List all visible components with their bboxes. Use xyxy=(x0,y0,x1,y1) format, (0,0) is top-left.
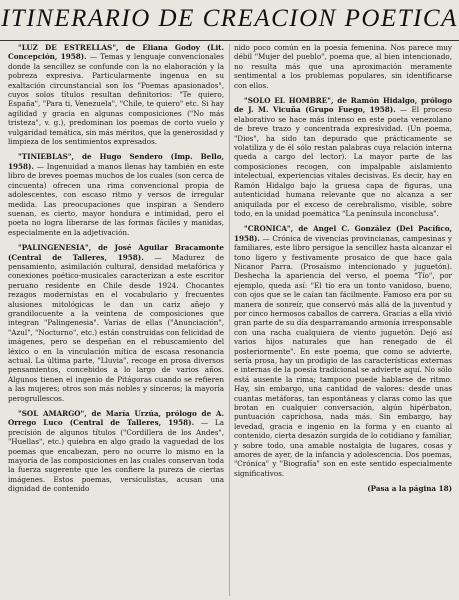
review-body: — Crónica de vivencias provincianas, campesinas y familiares, este libro persigue la sencillez hasta alcanzar el tono ligero y festivamente prosaico de que hace gala Nicanor Parra. (Prosaísmo intencionado y juguetón). Deshecha la apariencia del verso, el poema "Tío", por ejemplo, queda así: "El tío era un tonto vanidoso, bueno, con ojos que se le caían tan fácilmente. Famoso era por su manera de sonreír, que conservó más allá de la juventud y por cinco hermosos caballos de carrera. Gracias a ella vivió gran parte de su día desparramando armonía irresponsable con una racha cualquiera de viento juguetón. Dejó así varios hijos naturales que han renegado de él posteriormente". En este poema, que como se advierte, sería prosa, hay un prodigio de las características externas e internas de la poesía tradicional se advierte aquí. No sólo está ausente la rima; tampoco puede hablarse de ritmo. Hay, sin embargo, una cantidad de valores: desde unas cuantas metáforas, tan espontáneas y claras como las que brotan en cualquier conversación, algún hipérbaton, puntuación caprichosa, nada más. Sin embargo, hay levedad, gracia e ingenio en la forma y en cuanto al contenido, cierta desazón surgida de lo cotidiano y familiar, y sobre todo, una amable nostalgia de lugares, cosas y amores de ayer, de la infancia y adolescencia. Dos poemas, "Crónica" y "Biografía" son en este sentido especialmente significativos. xyxy=(234,233,452,478)
review-body: — Madurez de pensamiento, asimilación cultural, densidad metafórica y conexiones poético-musicales caracterizan a este escritor peruano residente en Chile desde 1924. Chocantes rezagos modernistas en el vocabulario y frecuentes alusiones mitológicas le dan un cariz añejo y grandilocuente a la veintena de composiciones que integran "Palingenesia". Varias de ellas ("Anunciación", "Azul", "Nocturno", etc.) están construidas con felicidad de imágenes, pero se despeñan en el rebuscamiento del léxico o en la vinculación mítica de escasa resonancia actual. La última parte, "Lluvia", recoge en prosa diversos pensamientos, concebidos a lo largo de varios años. Algunos tienen el ingenio de Pitágoras cuando se refieren a las mujeres; otros son más nobles y sinceros; la mayoría perogrullescos. xyxy=(8,252,224,403)
continuation-note: (Pasa a la página 18) xyxy=(367,484,452,494)
left-column xyxy=(8,43,224,595)
right-column xyxy=(234,43,452,595)
review-sol-amargo-continued xyxy=(234,43,452,90)
review-heading: "CRONICA", de Angel C. González (Del Pacífico, 1958). xyxy=(234,224,452,243)
title-rule xyxy=(0,40,459,41)
review-body: — Temas y lenguaje convencionales donde la sencillez se confunde con la no elaboración y la pobreza expresiva. Particularmente ingenua en su exaltación circunstancial son los "Poemas apasionados", cuyos solos títulos resultan definitorios: "Te quiero, España", "Para ti, Venezuela", "Chile, te quiero" etc. Si hay agilidad y gracia en algunas composiciones ("No más tristeza", v. g.), predominan los poemas de corto vuelo y vulgaridad temática, sin más méritos, que la generosidad y limpieza de los sentimientos expresados. xyxy=(8,52,224,147)
review-body: — La precisión de algunos títulos ("Cordillera de los Andes", "Huellas", etc.) quiebra en algo grado la vaguedad de los poemas que encabezan, pero no ocurre lo mismo en la mayoría de las composiciones en las cuales conservan toda la fuerza sugerente que les confiere la pureza de ciertas imágenes. Estos poemas, versiculistas, acusan una dignidad de contenido xyxy=(8,418,224,494)
review-body: nido poco común en la poesía femenina. Nos parece muy débil "Mujer del pueblo", poema que, al bien intencionado, no resulta más que una aproximación meramente sentimental a los problemas populares, sin identificarse con ellos. xyxy=(234,43,452,90)
review-cronica xyxy=(234,224,452,478)
page-title: ITINERARIO DE CREACION POETICA xyxy=(1,5,458,32)
review-heading: "PALINGENESIA", de José Aguilar Bracamonte (Central de Talleres, 1958). xyxy=(8,243,224,262)
review-sol-amargo xyxy=(8,409,224,494)
review-solo-el-hombre xyxy=(234,96,452,218)
column-divider xyxy=(229,44,230,596)
review-heading: "SOLO EL HOMBRE", de Ramón Hidalgo, prólogo de J. M. Vicuña (Grupo Fuego, 1958). xyxy=(234,96,452,115)
review-heading: "LUZ DE ESTRELLAS", de Eliana Godoy (Lit. Concepción, 1958). xyxy=(8,43,224,62)
review-body: — El proceso elaborativo se hace más intenso en este poeta venezolano de breve trazo y concentrada expresividad. (Un poema, "Dios", ha sido tan depurado que prácticamente se volatiliza y de él sólo restan palabras cuya relación interna queda a cargo del lector). La mayor parte de las composiciones recogen, con impalpable aislamiento intelectual, experiencias vitales decisivas. Es decir, hay en Ramón Hidalgo bajo la gruesa capa de figuras, una autenticidad humana relevante que no alcanza a ser aniquilada por el exceso de cerebralismo, visible, sobre todo, en la unidad poemática "La península inconclusa". xyxy=(234,105,452,218)
review-luz-de-estrellas xyxy=(8,43,224,146)
review-heading: "TINIEBLAS", de Hugo Sendero (Imp. Bello, 1958). xyxy=(8,152,224,171)
review-heading: "SOL AMARGO", de María Urzúa, prólogo de A. Orrego Luco (Central de Talleres, 1958). xyxy=(8,409,224,428)
review-tinieblas xyxy=(8,152,224,237)
review-body: — Ingenuidad a manos llenas hay también en este libro de breves poemas muchos de los cuales (son cerca de cincuenta) ofrecen una rima convencional propia de adolescentes, con escaso ritmo y versos de irregular medida. Las preocupaciones que inspiran a Sendero suenan, es cierto, mayor hondura e intimidad, pero el poeta no logra liberarse de las formas fáciles y manidas, especialmente en la adjetivación. xyxy=(8,161,224,237)
review-palingenesia xyxy=(8,243,224,403)
